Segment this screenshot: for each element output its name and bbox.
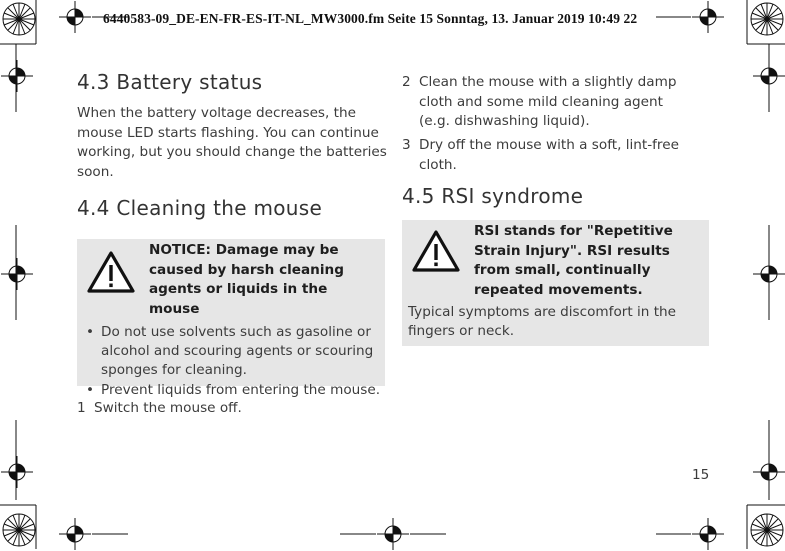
- list-item: [77, 323, 385, 380]
- list-item: [77, 381, 385, 400]
- notice-title-cleaning: NOTICE: Damage may be caused by harsh cleaning agents or liquids in the mouse: [149, 242, 344, 317]
- list-item: [402, 136, 702, 175]
- bullet-text: Prevent liquids from entering the mouse.: [101, 382, 381, 398]
- battery-status-body: When the battery voltage decreases, the mouse LED starts flashing. You can continue working, but you should change the batteries soon.: [77, 105, 387, 180]
- section-title-cleaning: 4.4 Cleaning the mouse: [77, 196, 323, 220]
- notice-box-rsi: [402, 220, 709, 346]
- bullet-icon: •: [86, 324, 95, 340]
- notice-box-cleaning: [77, 239, 385, 398]
- step-number: 2: [402, 74, 411, 90]
- step-text: Switch the mouse off.: [94, 400, 242, 416]
- print-header: 6440583-09_DE-EN-FR-ES-IT-NL_MW3000.fm Seite 15 Sonntag, 13. Januar 2019 10:49 22: [103, 11, 638, 26]
- section-cleaning-title-wrap: [77, 196, 387, 220]
- section-title-battery-status: 4.3 Battery status: [77, 70, 263, 94]
- bullet-icon: •: [86, 382, 95, 398]
- list-item: [77, 399, 377, 419]
- rsi-body: Typical symptoms are discomfort in the fingers or neck.: [408, 304, 677, 339]
- warning-triangle-icon: [410, 228, 462, 276]
- notice-bullet-list: [77, 323, 385, 400]
- warning-triangle-icon: [85, 249, 137, 297]
- step-number: 1: [77, 400, 86, 416]
- page-number: 15: [692, 467, 710, 483]
- step-text: Clean the mouse with a slightly damp cloth and some mild cleaning agent (e.g. dishwashing liquid).: [419, 74, 677, 129]
- section-title-rsi: 4.5 RSI syndrome: [402, 184, 584, 208]
- section-battery-status: [77, 70, 387, 182]
- bullet-text: Do not use solvents such as gasoline or alcohol and scouring agents or scouring sponges for cleaning.: [101, 324, 374, 378]
- notice-title-rsi: RSI stands for "Repetitive Strain Injury". RSI results from small, continually repeated movements.: [474, 223, 673, 298]
- section-rsi-title-wrap: [402, 184, 712, 208]
- step-number: 3: [402, 137, 411, 153]
- step-text: Dry off the mouse with a soft, lint-free cloth.: [419, 137, 679, 173]
- list-item: [402, 73, 692, 132]
